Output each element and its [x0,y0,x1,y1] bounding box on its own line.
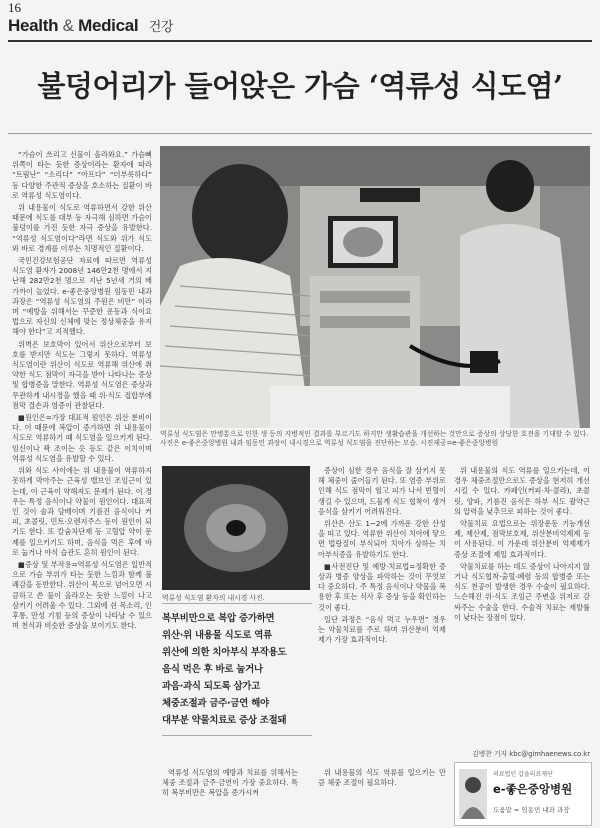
paragraph: 증상이 심한 경우 음식을 잘 삼키지 못해 체중이 줄어들기 된다. 또 염증 부위로 인해 식도 점막이 헐고 피가 나서 빈혈이 생길 수 있으며, 드물게 식도 협착이 생겨 음식을 삼키기 어려워진다. [318,466,446,516]
article-column-4 [162,768,298,822]
headline-rule [8,133,592,134]
byline: 김병찬 기자 kbc@gimhaenews.co.kr [472,750,590,758]
paragraph: ■증상 및 부작용=역류성 식도염은 일반적으로 가슴 부위가 타는 듯한 느낌과 함께 불쾌감을 동반한다. 위산이 목으로 넘어오면 시큼하고 쓴 물이 올라오는 듯한 느낌이 나고 삼키기 어려울 수 있다. 그외에 쉰 목소리, 인후통, 만성 기침 등의 증상이 나타날 수 있으며 천식과 비슷한 증상을 보이기도 한다. [12,559,152,631]
doctor-credit: 도움말 = 임동민 내과 과장 [493,806,570,814]
article-column-1 [12,150,152,816]
paragraph: 일단 과정은 “음식 먹고 누우면” 경우는 약물치료를 주로 하며 위산분비 억제제가 가장 효과적이다. [318,614,446,645]
hospital-tagline: 의료법인 갑을의료재단 [493,771,553,778]
paragraph: “가슴이 쓰리고 신물이 올라와요.” 가슴뼈 위쪽이 타는 듯한 증상이라는 환자에 따라 “트림난” “소리다” “아프다” “더부룩하다” 등 다양한 주관적 증상을 호소하는 질환이 바로 역류성 식도염이다. [12,150,152,200]
pull-quote-line: 복부비만으로 복압 증가하면 [162,613,275,624]
pull-quote-line: 과음·과식 되도록 삼가고 [162,681,261,692]
section-title [8,16,173,36]
endoscopy-image [162,466,310,590]
paragraph: ■원인은=가장 대표적 원인은 위산 분비이다. 이 때문에 복압이 증가하면 위 내용물이 식도로 역류하기 때 식도염을 일으키게 된다. 임신이나 꽉 조이는 옷 등도 같은 이치이며 역류성 식도염을 유발할 수 있다. [12,413,152,463]
pull-quote-line: 대부분 약물치료로 증상 조절돼 [162,715,287,726]
paragraph: 위와 식도 사이에는 위 내용물이 역류하지 못하게 막아주는 근육성 밸브인 조임근이 있는데, 이 근육이 약해져도 문제가 된다. 이 경우는 특정 음식이나 약물이 원인이다. 대표적인 것이 술과 담배이며 기름진 음식이나 커피, 초콜릿, 민트·오렌지주스 등이 원인이 되기도 한다. 또 칼슘차단제 등 고혈압 약이 문제를 일으키기도 하며, 음식을 먹은 후에 바로 눕거나 야식 습관도 흔히 원인이 된다. [12,466,152,557]
pull-quote-line: 위산·위 내용물 식도로 역류 [162,630,272,641]
paragraph: 위산은 산도 1~2에 가까운 강한 산성을 띠고 있다. 역류한 위산이 치아에 닿으면 법랑질이 부식되어 치아가 상하는 치아부식증을 유발하기도 한다. [318,519,446,559]
article-column-5 [318,768,446,822]
pull-quote-line: 위산에 의한 치아부식 부작용도 [162,647,287,658]
header-rule [8,40,592,42]
endoscopy-photo [162,466,310,590]
pull-quote-line: 체중조절과 금주·금연 해야 [162,698,269,709]
pull-quote-line: 음식 먹은 후 바로 눕거나 [162,664,263,675]
paragraph: 위 내용물의 식도 역류를 일으키는데, 이 경우 체중조절만으로도 증상을 현저히 개선시킬 수 있다. 카페인(커피·차·콜라), 초콜릿, 양파, 기름진 음식은 하부 식도 괄약근의 압력을 낮추므로 피하는 것이 좋다. [454,466,590,516]
section-amp: & [62,16,74,35]
paragraph: 위벽은 보호막이 있어서 위산으로부터 보호를 받지만 식도는 그렇지 못하다. 역류성 식도염이란 위산이 식도로 역류해 위산에 취약한 식도 점막이 자극을 받아 나타나는 증상 및 합병증을 말한다. 역류성 식도염은 증상과 무관하게 내시경을 했을 때 위·식도 접합부에 점막 결손과 염증이 관찰된다. [12,339,152,410]
paragraph: 위 내용물의 식도 역류를 일으키는 만큼 체중 조절이 필요하다. [318,768,446,788]
hospital-ad-box [454,762,592,826]
paragraph: 약물치료 요법으로는 위장운동 기능개선제, 제산제, 점막보호제, 위산분비억제제 등이 사용된다. 이 가운데 위산분비 억제제가 증상 조절에 제일 효과적이다. [454,519,590,559]
page-number: 16 [8,0,21,15]
paragraph: 국민건강보험공단 자료에 따르면 역류성 식도염 환자가 2008년 146만2천 명에서 지난해 282만2천 명으로 지난 5년새 거의 배 가까이 늘었다. e-좋은중앙병원 임동민 내과 과장은 “역류성 식도염의 주원은 비만” 이라며 “예방을 위해서는 꾸준한 운동과 식이요법으로 자신의 신체에 맞는 정상체중을 유지해야 한다”고 지적했다. [12,256,152,337]
paragraph: 약물치료를 하는 데도 증상이 나아지지 않거나 식도협착·출혈·폐렴 등의 합병증 또는 식도 천공이 발생한 경우 수술이 필요하다. 느슨해진 위·식도 조임근 주변을 위저로 감싸주는 수술을 한다. 수술적 치료는 재발률이 낮다는 장점이 있다. [454,561,590,622]
article-column-2 [318,466,446,766]
section-ko: 건강 [148,19,174,34]
headline: 불덩어리가 들어앉은 가슴 ‘역류성 식도염’ [37,69,563,103]
main-photo [160,146,590,428]
paragraph: 역류성 식도염의 예방과 치료를 위해서는 체중 조절과 금주·금연이 가장 중요하다. 특히 복부비만은 복압을 증가시켜 [162,768,298,798]
endoscopy-caption: 역류성 식도염 환자의 내시경 사진. [162,594,265,602]
doctor-portrait [459,769,487,819]
doctor-endoscopy-illustration [160,146,590,428]
section-en-1: Health [8,16,59,35]
paragraph: ■사전진단 및 예방·치료법=정확한 증상과 병증 양상을 파악하는 것이 무엇보다 중요하다. 주 특정 음식이나 약물을 복용한 후 또는 식사 후 증상 등을 확인하는 것이 좋다. [318,561,446,612]
photo-caption: 역류성 식도염은 만병통으로 인한 생 등의 지병적인 결과를 부르기도 하지만 생활습관을 개선하는 것만으로 증상의 상당한 호전을 기대할 수 있다. 사진은 e-좋은중앙병원 내과 임동민 과장이 내시경으로 역류성 식도염을 진단하는 모습. 시진제공=e-좋은중앙병원 [160,430,589,447]
paragraph: 위 내용물이 식도로 역류하면서 강한 위산 때문에 식도를 대부 등 자극해 심하면 가슴이 불덩이를 가진 듯한 자극 증상을 유발한다. “역류성 식도염이다”라면 식도와 위가 식도와 바로 경계를 이루는 치명적인 질환이다. [12,203,152,253]
hospital-name: e-좋은중앙병원 [493,782,573,796]
article-column-3 [454,466,590,766]
section-en-2: Medical [78,16,139,35]
pull-quote [162,603,312,736]
